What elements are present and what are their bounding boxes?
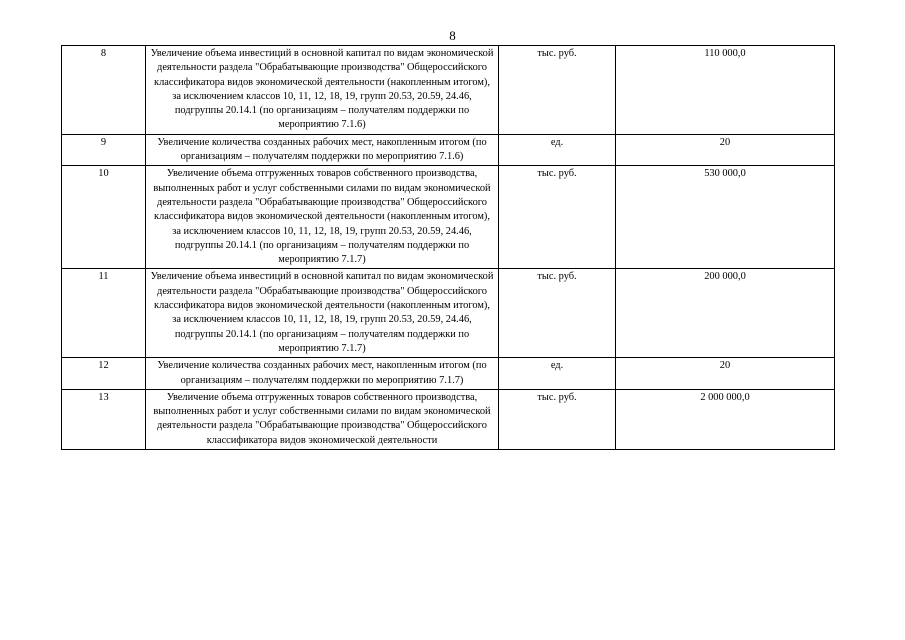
- value-cell: 20: [616, 134, 835, 166]
- indicator-description-cell: Увеличение объема отгруженных товаров собственного производства, выполненных работ и услуг собственными силами по видам экономической деятельности раздела "Обрабатывающие производства" Общероссийского классификатора видов экономической деятельности: [146, 389, 499, 449]
- value-cell: 200 000,0: [616, 269, 835, 358]
- unit-cell: ед.: [499, 134, 616, 166]
- value-cell: 530 000,0: [616, 166, 835, 269]
- value-cell: 2 000 000,0: [616, 389, 835, 449]
- table-row: [62, 269, 835, 358]
- indicator-description-cell: Увеличение количества созданных рабочих мест, накопленным итогом (по организациям – получателям поддержки по мероприятию 7.1.7): [146, 358, 499, 390]
- table-row: [62, 358, 835, 390]
- value-cell: 20: [616, 358, 835, 390]
- table-row: [62, 166, 835, 269]
- row-number-cell: 12: [62, 358, 146, 390]
- unit-cell: тыс. руб.: [499, 389, 616, 449]
- unit-cell: тыс. руб.: [499, 269, 616, 358]
- row-number-cell: 13: [62, 389, 146, 449]
- unit-cell: тыс. руб.: [499, 166, 616, 269]
- indicators-table: [61, 45, 835, 450]
- unit-cell: ед.: [499, 358, 616, 390]
- table-row: [62, 46, 835, 135]
- row-number-cell: 8: [62, 46, 146, 135]
- table-row: [62, 134, 835, 166]
- indicator-description-cell: Увеличение объема отгруженных товаров собственного производства, выполненных работ и услуг собственными силами по видам экономической деятельности раздела "Обрабатывающие производства" Общероссийского классификатора видов экономической деятельности (накопленным итогом), за исключением классов 10, 11, 12, 18, 19, групп 20.53, 20.59, 24.46, подгруппы 20.14.1 (по организациям – получателям поддержки по мероприятию 7.1.7): [146, 166, 499, 269]
- row-number-cell: 11: [62, 269, 146, 358]
- indicator-description-cell: Увеличение количества созданных рабочих мест, накопленным итогом (по организациям – получателям поддержки по мероприятию 7.1.6): [146, 134, 499, 166]
- value-cell: 110 000,0: [616, 46, 835, 135]
- page-number: 8: [449, 28, 456, 43]
- table-row: [62, 389, 835, 449]
- row-number-cell: 10: [62, 166, 146, 269]
- row-number-cell: 9: [62, 134, 146, 166]
- unit-cell: тыс. руб.: [499, 46, 616, 135]
- indicator-description-cell: Увеличение объема инвестиций в основной капитал по видам экономической деятельности раздела "Обрабатывающие производства" Общероссийского классификатора видов экономической деятельности (накопленным итогом), за исключением классов 10, 11, 12, 18, 19, групп 20.53, 20.59, 24.46, подгруппы 20.14.1 (по организациям – получателям поддержки по мероприятию 7.1.6): [146, 46, 499, 135]
- indicator-description-cell: Увеличение объема инвестиций в основной капитал по видам экономической деятельности раздела "Обрабатывающие производства" Общероссийского классификатора видов экономической деятельности (накопленным итогом), за исключением классов 10, 11, 12, 18, 19, групп 20.53, 20.59, 24.46, подгруппы 20.14.1 (по организациям – получателям поддержки по мероприятию 7.1.7): [146, 269, 499, 358]
